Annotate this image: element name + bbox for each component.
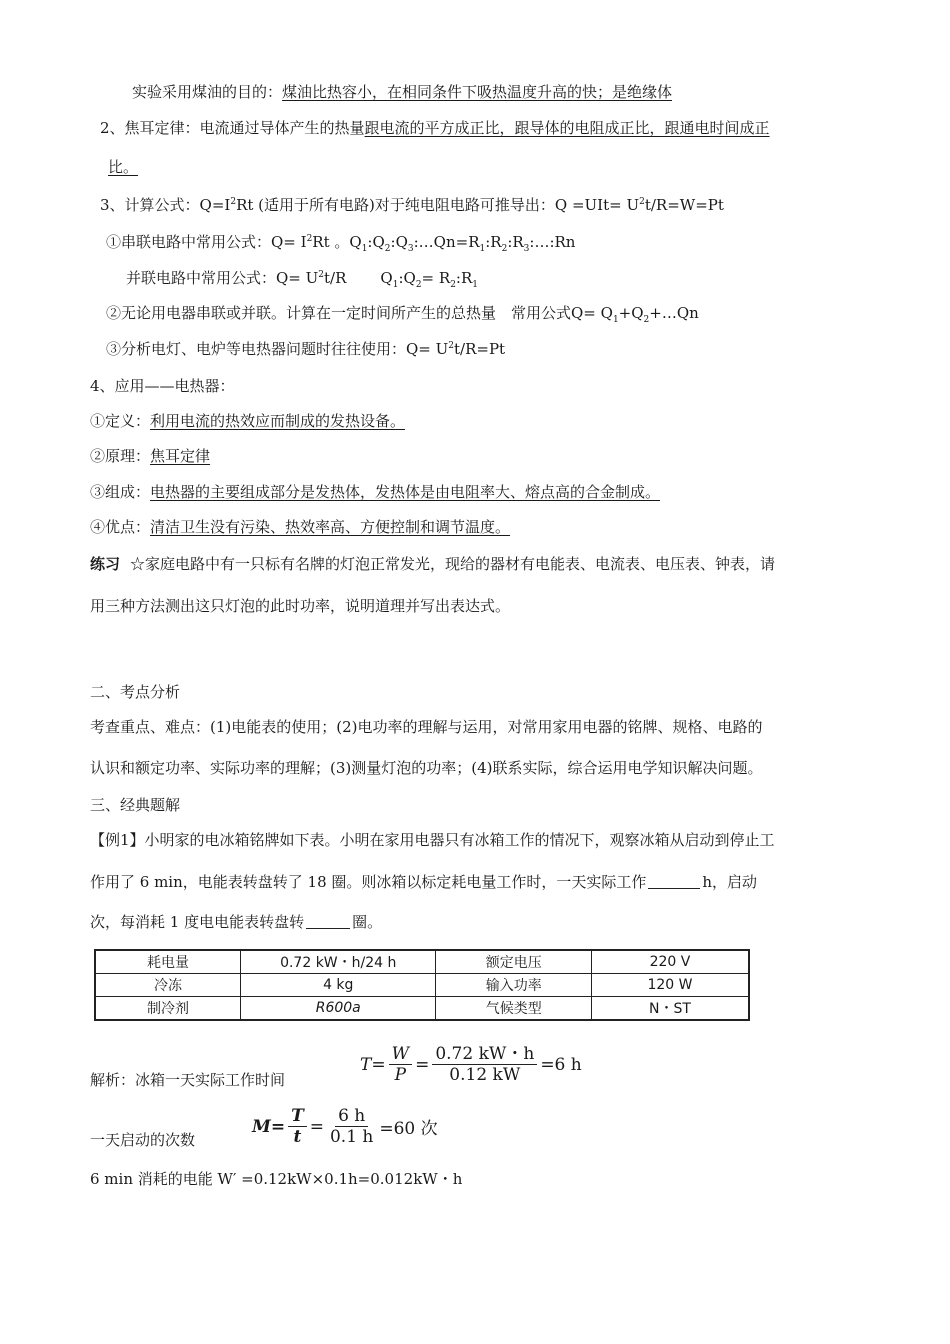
principle-line bbox=[90, 446, 210, 466]
example-text: 次，每消耗 1 度电电能表转盘转 bbox=[90, 913, 305, 931]
purpose-line bbox=[132, 82, 672, 102]
formula-part: +…Qn bbox=[649, 304, 699, 322]
equals-sign: = bbox=[415, 1054, 430, 1075]
formula-part: :R bbox=[485, 233, 502, 251]
table-cell: N・ST bbox=[591, 997, 749, 1021]
joule-law-cont bbox=[108, 157, 138, 177]
formula-part: t/R=W=Pt bbox=[644, 196, 724, 214]
formula-result: =60 次 bbox=[379, 1119, 438, 1139]
formula-part: :Q bbox=[390, 233, 408, 251]
subscript: 3 bbox=[407, 244, 414, 254]
formula-lhs: T= bbox=[360, 1054, 386, 1075]
start-count-formula bbox=[252, 1106, 438, 1147]
purpose-answer: 煤油比热容小，在相同条件下吸热温度升高的快；是绝缘体 bbox=[282, 83, 673, 101]
start-count-label: 一天启动的次数 bbox=[90, 1131, 196, 1149]
fraction bbox=[288, 1106, 307, 1147]
superscript: 2 bbox=[639, 197, 645, 207]
practice-label: 练习 bbox=[90, 555, 121, 573]
composition-line bbox=[90, 482, 660, 502]
principle-answer: 焦耳定律 bbox=[150, 447, 211, 465]
table-row bbox=[95, 997, 749, 1021]
equals-sign: = bbox=[309, 1116, 324, 1137]
heater-formula-line bbox=[106, 339, 505, 359]
total-heat-line bbox=[106, 303, 699, 323]
section-3-title: 三、经典题解 bbox=[90, 796, 181, 814]
formula-lhs: M= bbox=[252, 1116, 286, 1137]
example-text: 作用了 6 min，电能表转盘转了 18 圈。则冰箱以标定耗电量工作时，一天实际工作 bbox=[90, 873, 647, 891]
formula-part: 并联电路中常用公式：Q= U bbox=[126, 269, 319, 287]
table-cell: 制冷剂 bbox=[95, 997, 241, 1021]
formula-line bbox=[100, 195, 724, 215]
formula-part: 3、计算公式：Q=I bbox=[100, 196, 231, 214]
example-text: 圈。 bbox=[352, 913, 383, 931]
numerator: W bbox=[389, 1044, 412, 1065]
table-cell: 0.72 kW・h/24 h bbox=[241, 950, 436, 974]
formula-part: = R bbox=[421, 269, 451, 287]
advantages-label: ④优点： bbox=[90, 518, 151, 536]
formula-part: :…Qn=R bbox=[413, 233, 480, 251]
definition-label: ①定义： bbox=[90, 412, 151, 430]
formula-part: :Q bbox=[398, 269, 416, 287]
superscript: 2 bbox=[318, 270, 325, 280]
joule-law-answer-cont: 比。 bbox=[108, 158, 139, 176]
table-cell: 气候类型 bbox=[436, 997, 591, 1021]
nameplate-table bbox=[94, 949, 750, 1021]
superscript: 2 bbox=[448, 341, 455, 351]
table-cell: R600a bbox=[241, 997, 436, 1021]
example-text: h，启动 bbox=[702, 873, 758, 891]
denominator: 0.12 kW bbox=[449, 1065, 521, 1085]
subscript: 2 bbox=[415, 280, 422, 290]
example-line-2 bbox=[90, 872, 757, 892]
practice-line-2: 用三种方法测出这只灯泡的此时功率，说明道理并写出表达式。 bbox=[90, 597, 511, 615]
subscript: 1 bbox=[479, 244, 486, 254]
denominator: 0.1 h bbox=[329, 1127, 374, 1147]
joule-law-line bbox=[100, 118, 770, 138]
formula-part: ①串联电路中常用公式：Q= I bbox=[106, 233, 307, 251]
joule-law-label: 2、焦耳定律：电流通过导体产生的热量 bbox=[100, 119, 365, 137]
answer-blank bbox=[306, 928, 350, 929]
subscript: 2 bbox=[384, 244, 391, 254]
work-time-formula bbox=[360, 1044, 582, 1085]
formula-part: :R bbox=[507, 233, 524, 251]
section-2-para: 考查重点、难点：(1)电能表的使用；(2)电功率的理解与运用，对常用家用电器的铭牌、规格、电路的 bbox=[90, 718, 763, 736]
numerator: 0.72 kW・h bbox=[432, 1044, 537, 1065]
subscript: 3 bbox=[523, 244, 530, 254]
subscript: 1 bbox=[361, 244, 368, 254]
formula-part: Rt (适用于所有电路)对于纯电阻电路可推导出：Q =UIt= U bbox=[236, 196, 640, 214]
numerator: 6 h bbox=[335, 1106, 368, 1127]
table-cell: 冷冻 bbox=[95, 974, 241, 997]
table-row bbox=[95, 974, 749, 997]
numerator: T bbox=[288, 1106, 307, 1127]
formula-part: t/R bbox=[324, 269, 347, 287]
formula-part: Rt 。Q bbox=[312, 233, 362, 251]
section-2-title: 二、考点分析 bbox=[90, 683, 181, 701]
advantages-line bbox=[90, 517, 510, 537]
table-cell: 额定电压 bbox=[436, 950, 591, 974]
application-heading: 4、应用——电热器： bbox=[90, 377, 235, 395]
answer-blank bbox=[648, 888, 700, 889]
table-row bbox=[95, 950, 749, 974]
table-cell: 耗电量 bbox=[95, 950, 241, 974]
composition-answer: 电热器的主要组成部分是发热体，发热体是由电阻率大、熔点高的合金制成。 bbox=[150, 483, 661, 501]
section-2-para-2: 认识和额定功率、实际功率的理解；(3)测量灯泡的功率；(4)联系实际，综合运用电学知识解决问题。 bbox=[90, 759, 763, 777]
subscript: 2 bbox=[643, 315, 650, 325]
practice-text: ☆家庭电路中有一只标有名牌的灯泡正常发光，现给的器材有电能表、电流表、电压表、钟表，请 bbox=[130, 555, 776, 573]
formula-part: Q bbox=[380, 269, 393, 287]
formula-part: ②无论用电器串联或并联。计算在一定时间所产生的总热量 常用公式Q= Q bbox=[106, 304, 613, 322]
parallel-formula-line bbox=[126, 268, 478, 288]
table-cell: 120 W bbox=[591, 974, 749, 997]
formula-part: +Q bbox=[618, 304, 644, 322]
fraction bbox=[432, 1044, 537, 1085]
formula-part: t/R=Pt bbox=[454, 340, 506, 358]
superscript: 2 bbox=[306, 234, 313, 244]
denominator: t bbox=[293, 1127, 302, 1147]
practice-line bbox=[90, 554, 775, 574]
subscript: 1 bbox=[612, 315, 619, 325]
example-line-1: 【例1】小明家的电冰箱铭牌如下表。小明在家用电器只有冰箱工作的情况下，观察冰箱从启动到停止工 bbox=[90, 831, 775, 849]
purpose-label: 实验采用煤油的目的： bbox=[132, 83, 283, 101]
formula-part: :…:Rn bbox=[529, 233, 576, 251]
fraction bbox=[389, 1044, 412, 1085]
energy-line: 6 min 消耗的电能 W′ =0.12kW×0.1h=0.012kW・h bbox=[90, 1170, 463, 1188]
superscript: 2 bbox=[230, 197, 237, 207]
definition-answer: 利用电流的热效应而制成的发热设备。 bbox=[150, 412, 406, 430]
denominator: P bbox=[394, 1065, 407, 1085]
series-formula-line bbox=[106, 232, 575, 252]
definition-line bbox=[90, 411, 405, 431]
principle-label: ②原理： bbox=[90, 447, 151, 465]
joule-law-answer: 跟电流的平方成正比，跟导体的电阻成正比，跟通电时间成正 bbox=[364, 119, 770, 137]
table-cell: 4 kg bbox=[241, 974, 436, 997]
table-cell: 220 V bbox=[591, 950, 749, 974]
formula-part: :Q bbox=[367, 233, 385, 251]
table-cell: 输入功率 bbox=[436, 974, 591, 997]
subscript: 1 bbox=[392, 280, 399, 290]
subscript: 2 bbox=[501, 244, 508, 254]
advantages-answer: 清洁卫生没有污染、热效率高、方便控制和调节温度。 bbox=[150, 518, 511, 536]
formula-result: =6 h bbox=[540, 1054, 582, 1075]
subscript: 2 bbox=[450, 280, 456, 290]
composition-label: ③组成： bbox=[90, 483, 151, 501]
example-line-3 bbox=[90, 912, 382, 932]
formula-part: :R bbox=[455, 269, 473, 287]
analysis-label: 解析：冰箱一天实际工作时间 bbox=[90, 1071, 286, 1089]
fraction bbox=[327, 1106, 376, 1147]
formula-part: ③分析电灯、电炉等电热器问题时往往使用：Q= U bbox=[106, 340, 449, 358]
subscript: 1 bbox=[472, 280, 479, 290]
